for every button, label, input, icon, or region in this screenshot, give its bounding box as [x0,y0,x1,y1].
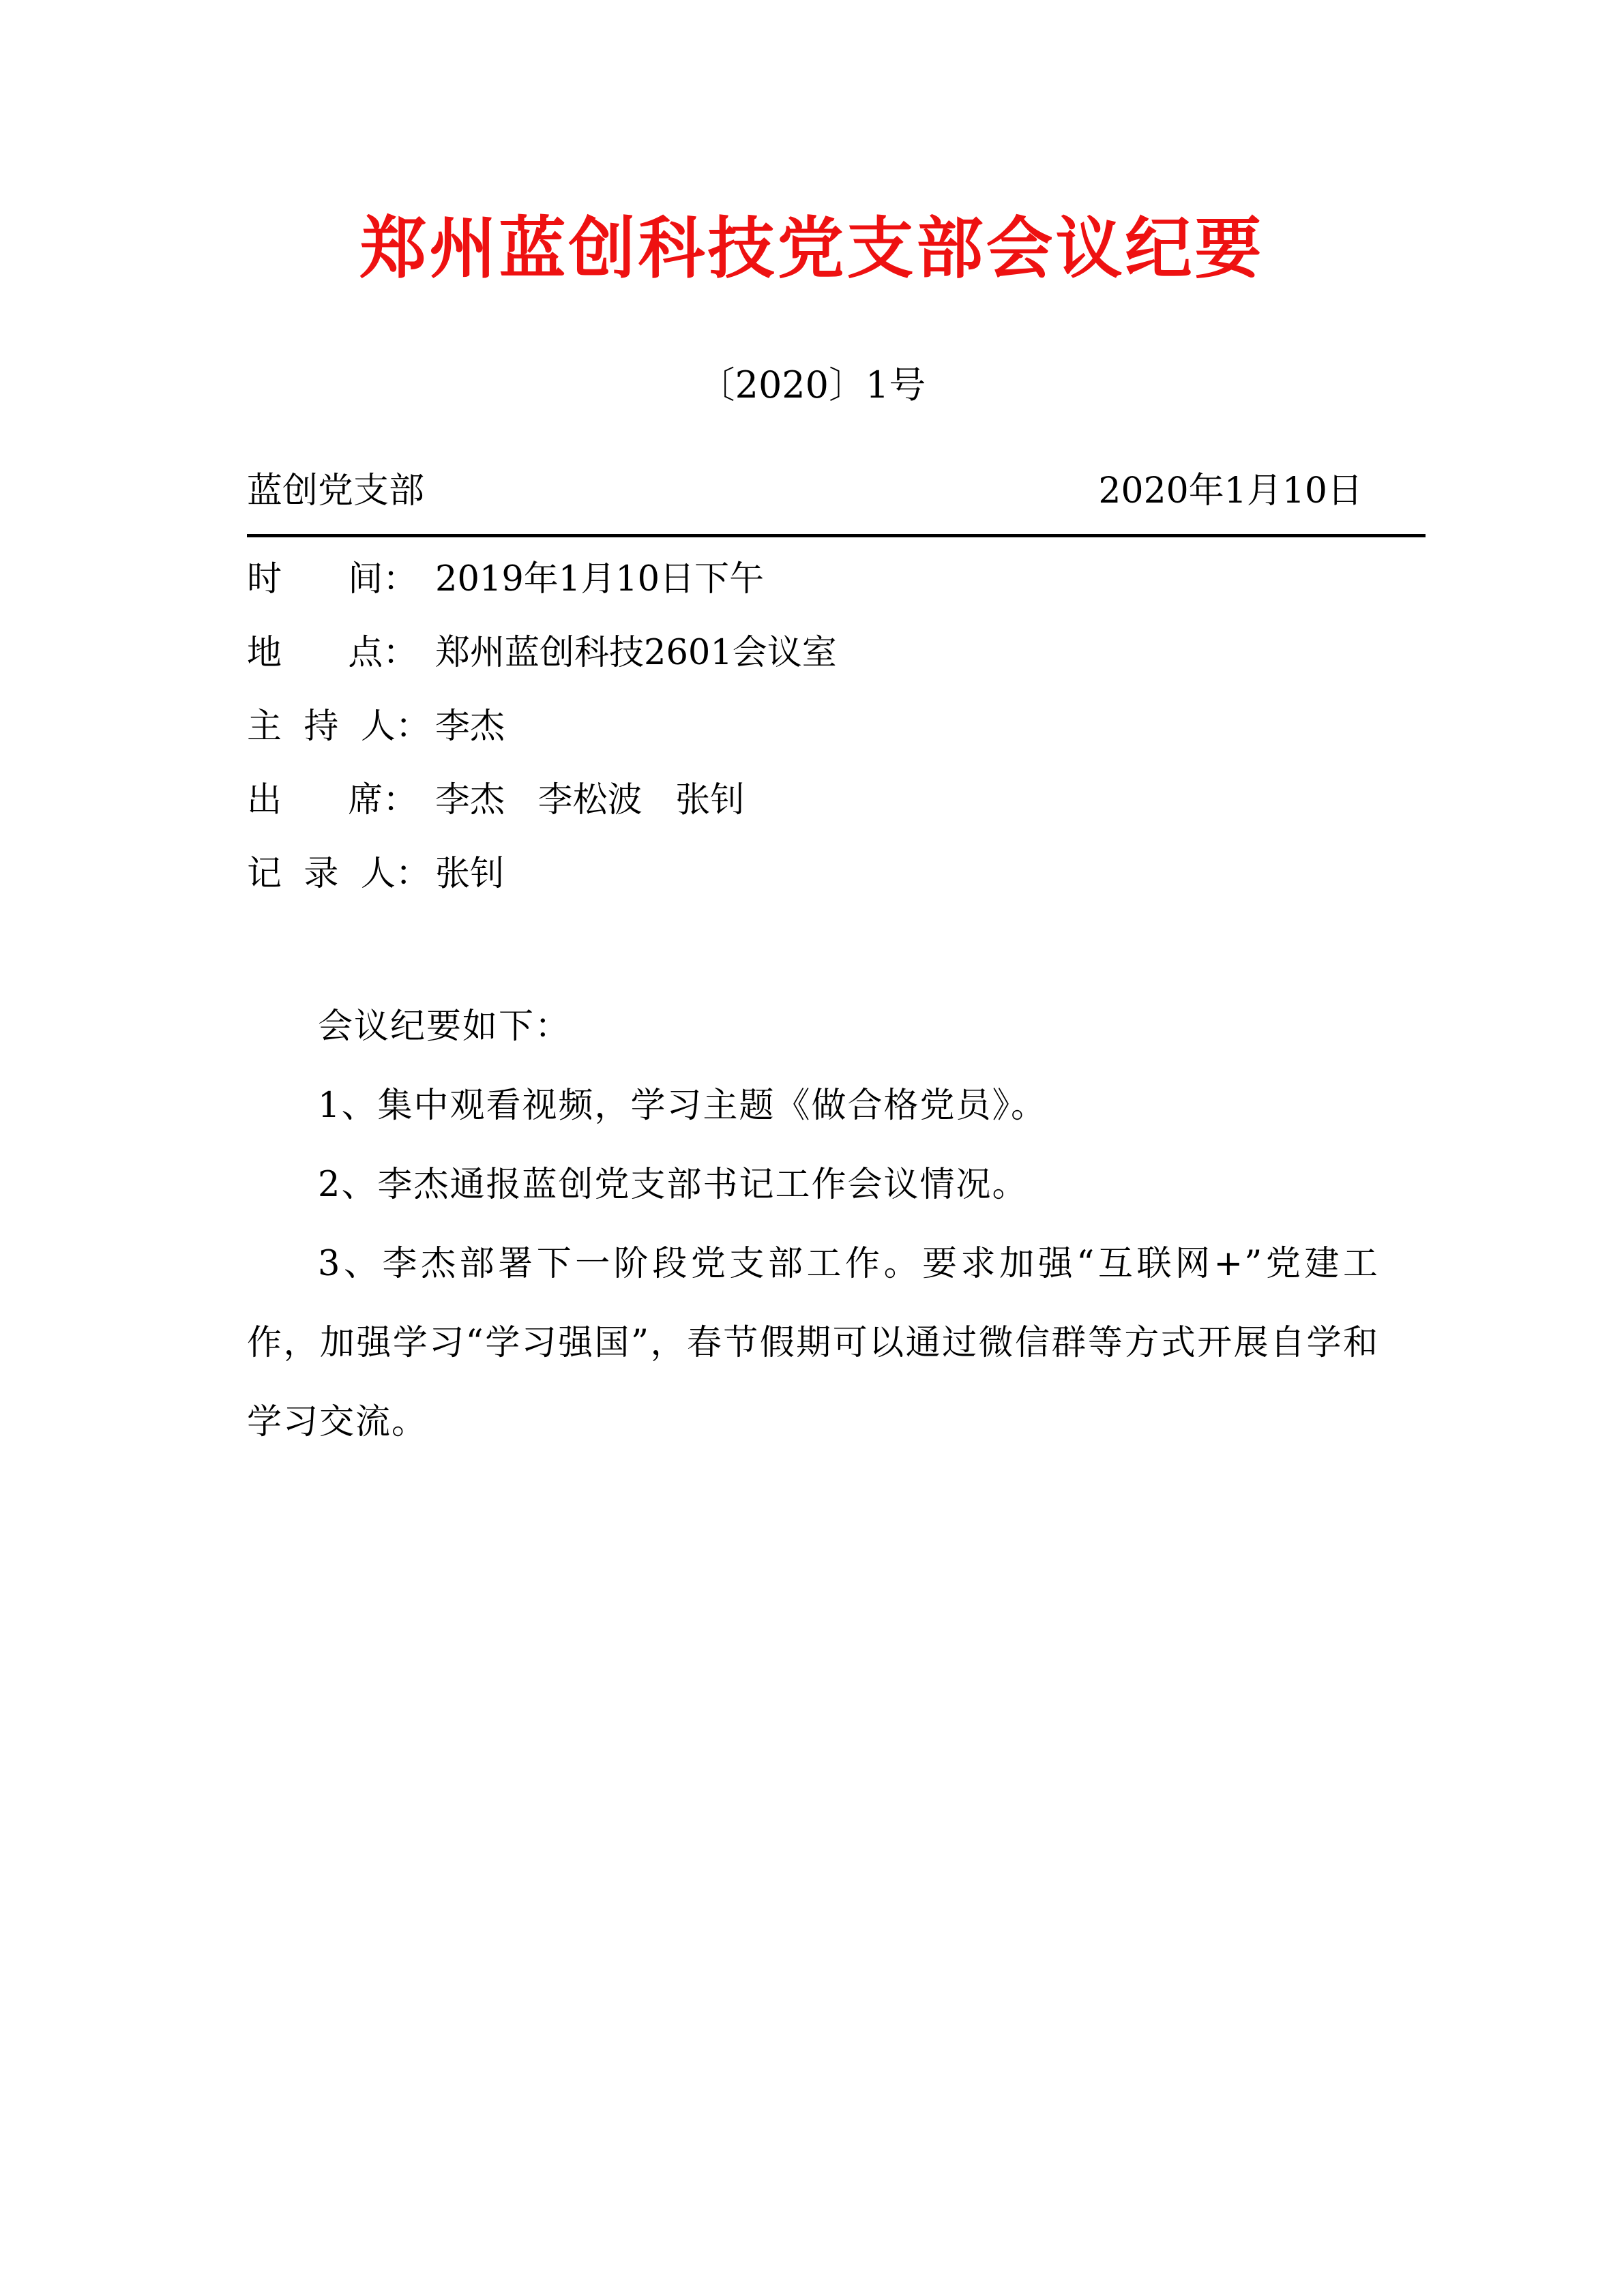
document-number: 〔2020〕1号 [698,363,926,406]
info-label: 时 间： [247,559,418,599]
info-value: 李杰 李松波 张钊 [435,780,745,820]
info-row-place [247,629,837,677]
info-row-recorder [247,850,505,898]
info-label: 主 持 人： [247,706,430,747]
issuer: 蓝创党支部 [247,471,425,511]
minutes-item: 2、李杰通报蓝创党支部书记工作会议情况。 [318,1165,1029,1205]
minutes-item: 1、集中观看视频，学习主题《做合格党员》。 [318,1086,1047,1126]
info-row-attendees [247,777,745,824]
info-row-host [247,703,505,751]
info-label: 地 点： [247,633,418,673]
info-label: 记 录 人： [247,854,430,894]
minutes-item: 3、李杰部署下一阶段党支部工作。要求加强“互联网+”党建工作，加强学习“学习强国”，春节假期可以通过微信群等方式开展自学和学习交流。 [247,1244,1379,1442]
header-divider [247,534,1426,537]
info-label: 出 席： [247,780,418,820]
issue-date: 2020年1月10日 [1098,471,1363,511]
info-value: 张钊 [435,854,505,894]
info-value: 2019年1月10日下午 [435,559,765,599]
info-row-time [247,556,764,603]
info-value: 郑州蓝创科技2601会议室 [435,633,837,673]
minutes-body [247,987,1379,1462]
info-value: 李杰 [435,706,505,747]
document-title: 郑州蓝创科技党支部会议纪要 [359,210,1265,288]
minutes-intro: 会议纪要如下： [318,1007,572,1047]
